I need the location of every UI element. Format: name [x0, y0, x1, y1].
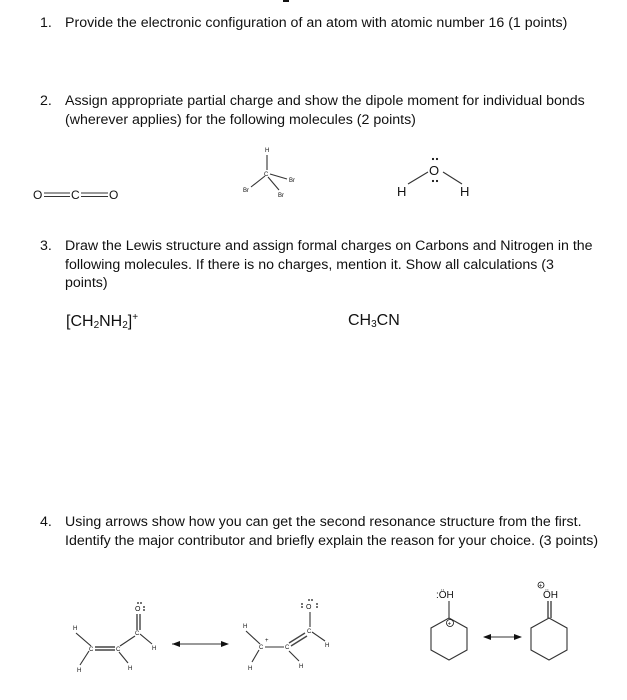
cyclo1-oh: :ÖH: [436, 590, 454, 601]
question-4-number: 4.: [40, 514, 52, 530]
cyclo2-oh: ÖH: [543, 590, 558, 601]
formula-1-part-a: [CH: [66, 313, 94, 330]
enal-structure-1: [73, 602, 156, 674]
resonance-arrow-1: [172, 641, 229, 647]
question-4-text: Using arrows show how you can get the second resonance structure from the first. Identify the major contributor and briefly explain the reason for your choice. (3 points): [65, 514, 599, 549]
question-3-text: Draw the Lewis structure and assign formal charges on Carbons and Nitrogen in the following molecules. If there is no charges, mention it. Show all calculations (3 points): [65, 238, 593, 291]
question-3-number: 3.: [40, 238, 52, 254]
enal1-h-top: H: [73, 626, 78, 632]
chbr3-h: H: [265, 148, 270, 154]
enal2-plus: +: [265, 638, 269, 644]
chbr3-c: C: [264, 172, 269, 178]
question-2-number: 2.: [40, 93, 52, 109]
enal1-h-c3: H: [152, 646, 157, 652]
question-1-text: Provide the electronic configuration of an atom with atomic number 16 (1 points): [65, 15, 568, 31]
cyclohexylidene-oxonium-structure: [531, 582, 567, 660]
co2-c: C: [71, 188, 80, 202]
enal1-o: O: [135, 606, 141, 613]
chbr3-br-bottom: Br: [278, 193, 284, 199]
enal1-h-c2: H: [128, 666, 133, 672]
co2-o-left: O: [33, 188, 43, 202]
enal1-c1: C: [89, 647, 94, 653]
formula-1-part-b: NH: [99, 313, 123, 330]
chbr3-br-right: Br: [289, 178, 295, 184]
resonance-arrow-2: [483, 634, 522, 640]
enal2-o: O: [306, 604, 312, 611]
formula-2-part-a: CH: [348, 312, 372, 329]
enal1-h-bottom-left: H: [77, 668, 82, 674]
water-h-left: H: [397, 184, 407, 199]
question-1-number: 1.: [40, 15, 52, 31]
enal-structure-2: [243, 599, 329, 672]
cyclohexanol-structure-1: [431, 589, 467, 660]
enal1-c3: C: [135, 631, 140, 637]
enal2-h-bottom-left: H: [248, 666, 253, 672]
formula-1-bracket: ]: [127, 313, 133, 330]
formula-1-sub-2: 2: [122, 320, 128, 331]
cyclo1-plus: +: [447, 621, 452, 628]
enal1-c2: C: [116, 647, 121, 653]
co2-o-right: O: [109, 188, 119, 202]
formula-2-part-b: CN: [376, 312, 400, 329]
formula-1-charge: +: [132, 312, 139, 323]
formula-1-sub-1: 2: [93, 320, 100, 331]
enal2-h-top: H: [243, 624, 248, 630]
cyclo2-plus: +: [538, 583, 543, 590]
enal2-c2: C: [285, 645, 290, 651]
water-h-right: H: [460, 184, 470, 199]
question-2-text: Assign appropriate partial charge and show the dipole moment for individual bonds (wherever applies) for the following molecules (2 points): [65, 93, 585, 128]
formula-2-sub-1: 3: [371, 319, 377, 330]
chbr3-br-left: Br: [243, 188, 249, 194]
enal2-h-c3: H: [325, 643, 330, 649]
water-o: O: [429, 163, 440, 178]
enal2-h-c2: H: [299, 664, 304, 670]
enal2-c1: C: [259, 645, 264, 651]
enal2-c3: C: [307, 629, 312, 635]
